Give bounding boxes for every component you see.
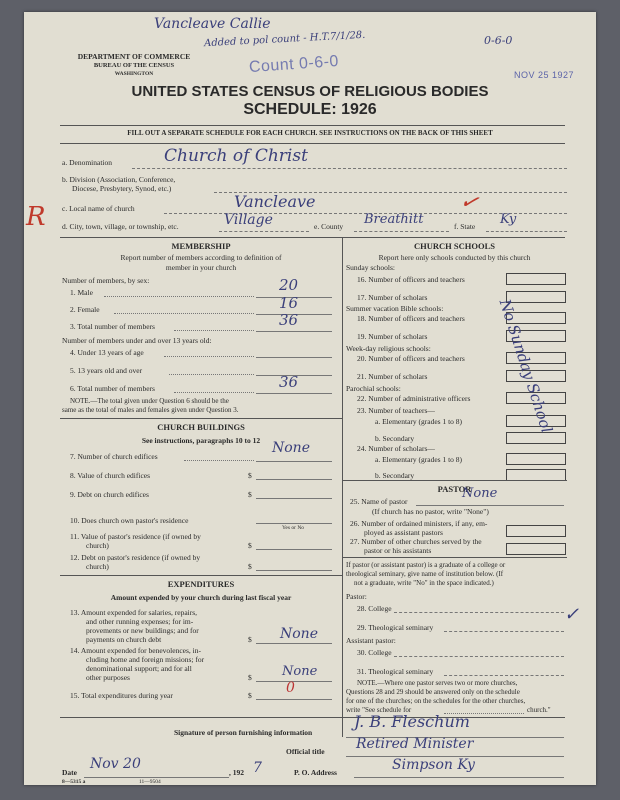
q15-dollar: $ (248, 691, 252, 700)
q6-leader (174, 392, 254, 393)
q30-label: 30. College (357, 648, 392, 657)
q3-line (256, 331, 332, 332)
assistant-label: Assistant pastor: (346, 636, 396, 645)
q27-label-2: pastor or his assistants (364, 546, 432, 555)
summer-label: Summer vacation Bible schools: (346, 304, 444, 313)
expenditures-border (60, 575, 342, 576)
q3-leader (174, 330, 254, 331)
sunday-label: Sunday schools: (346, 263, 395, 272)
q14-label-4: other purposes (86, 673, 130, 682)
buildings-heading: CHURCH BUILDINGS (157, 422, 245, 432)
q12-label-2: church) (86, 562, 109, 571)
q15-label: 15. Total expenditures during year (70, 691, 173, 700)
q6-label: 6. Total number of members (70, 384, 155, 393)
graduate-note-3: not a graduate, write "No" in the space indicated.) (354, 579, 494, 587)
q4-label: 4. Under 13 years of age (70, 348, 144, 357)
section-top-border (60, 237, 565, 238)
q26-label-1: 26. Number of ordained ministers, if any, em- (350, 519, 488, 528)
local-name-value: Vancleave (234, 192, 316, 211)
q19-label: 19. Number of scholars (357, 332, 428, 341)
corner-code: 0-6-0 (484, 34, 513, 47)
q5-leader (169, 374, 254, 375)
schedule-title: SCHEDULE: 1926 (243, 101, 377, 118)
q28-line (394, 612, 564, 613)
q13-value: None (280, 626, 318, 642)
q11-dollar: $ (248, 541, 252, 550)
state-label: f. State (454, 222, 476, 231)
section-bottom-border (60, 717, 565, 718)
q8-dollar: $ (248, 471, 252, 480)
count-stamp: Count 0-6-0 (248, 52, 340, 77)
pastor-heading: PASTOR (437, 484, 472, 494)
q15-line (256, 699, 332, 700)
red-r-mark: R (26, 202, 46, 232)
q16-label: 16. Number of officers and teachers (357, 275, 465, 284)
q9-label: 9. Debt on church edifices (70, 490, 149, 499)
q30-line (394, 656, 564, 657)
q4-line (256, 357, 332, 358)
local-name-label: c. Local name of church (62, 204, 135, 213)
q13-label-3: provements or new buildings; and for (86, 626, 199, 635)
q23b-box (506, 432, 566, 444)
form-number-2: 11—9504 (139, 779, 161, 785)
q27-box (506, 543, 566, 555)
county-value: Breathitt (364, 212, 424, 227)
age-label: Number of members under and over 13 years old: (62, 336, 212, 345)
q12-dollar: $ (248, 562, 252, 571)
q7-leader (184, 460, 254, 461)
q14-label-2: cluding home and foreign missions; for (86, 655, 205, 664)
year-value: 7 (253, 760, 262, 776)
q23-label: 23. Number of teachers— (357, 406, 435, 415)
q29-line (444, 631, 564, 632)
weekday-label: Week-day religious schools: (346, 344, 431, 353)
department-block (64, 52, 204, 79)
q8-label: 8. Value of church edifices (70, 471, 151, 480)
graduate-note-2: theological seminary, give name of institution below. (If (346, 570, 504, 578)
membership-note-2: same as the total of males and females given under Question 3. (62, 406, 239, 414)
county-line (354, 231, 449, 232)
parochial-label: Parochial schools: (346, 384, 401, 393)
q22-label: 22. Number of administrative officers (357, 394, 471, 403)
city-line (219, 231, 309, 232)
official-title-value: Retired Minister (356, 736, 474, 752)
form-title: UNITED STATES CENSUS OF RELIGIOUS BODIES (131, 83, 489, 100)
q4-leader (164, 356, 254, 357)
q3-value: 36 (279, 311, 299, 329)
q1-value: 20 (279, 276, 299, 294)
q13-dollar: $ (248, 635, 252, 644)
q11-label-2: church) (86, 541, 109, 550)
q14-value: None (282, 664, 318, 679)
q14-label-1: 14. Amount expended for benevolences, in- (70, 646, 202, 655)
q24-secondary-label: b. Secondary (375, 471, 415, 480)
schools-desc: Report here only schools conducted by this church (378, 253, 531, 262)
q7-line (256, 461, 332, 462)
date-value: Nov 20 (90, 756, 141, 772)
q7-label: 7. Number of church edifices (70, 452, 158, 461)
membership-desc-1: Report number of members according to definition of (120, 253, 282, 262)
q6-line (256, 393, 332, 394)
pastor-note-3: for one of the churches; on the schedules for the other churches, (346, 697, 526, 705)
pastor-note-2: Questions 28 and 29 should be answered only on the schedule (346, 688, 520, 696)
added-note: Added to pol count - H.T.7/1/28. (203, 29, 366, 50)
pastor-note-1: NOTE.—Where one pastor serves two or more churches, (357, 679, 518, 687)
q13-line (256, 643, 332, 644)
membership-desc-2: member in your church (165, 263, 237, 272)
pastor-note-4: write "See schedule for (346, 706, 412, 714)
q24a-box (506, 453, 566, 465)
q9-dollar: $ (248, 490, 252, 499)
pastor-note-5: church." (527, 706, 551, 714)
date-label: Date (62, 768, 77, 777)
q29-label: 29. Theological seminary (357, 623, 434, 632)
po-address-value: Simpson Ky (392, 757, 475, 773)
q24-label: 24. Number of scholars— (357, 444, 435, 453)
po-address-label: P. O. Address (294, 768, 337, 777)
expenditures-sub: Amount expended by your church during last fiscal year (110, 593, 292, 602)
q12-label-1: 12. Debt on pastor's residence (if owned by (70, 553, 201, 562)
signature-label: Signature of person furnishing information (174, 728, 313, 737)
graduate-border (342, 557, 567, 558)
q2-label: 2. Female (70, 305, 100, 314)
q21-label: 21. Number of scholars (357, 372, 428, 381)
q15-value: 0 (286, 680, 295, 696)
date-line (84, 777, 229, 778)
division-label-2: Diocese, Presbytery, Synod, etc.) (72, 184, 172, 193)
yes-no-hint: Yes or No (282, 525, 305, 531)
year-print: , 192 (229, 768, 244, 777)
q13-label-2: and other running expenses; for im- (86, 617, 194, 626)
q26-box (506, 525, 566, 537)
q26-label-2: ployed as assistant pastors (364, 528, 443, 537)
q13-label-1: 13. Amount expended for salaries, repairs, (70, 608, 198, 617)
q14-dollar: $ (248, 673, 252, 682)
denomination-value: Church of Christ (164, 146, 308, 166)
q16-box (506, 273, 566, 285)
graduate-note-1: If pastor (or assistant pastor) is a graduate of a college or (346, 561, 506, 569)
red-check-mark: ✓ (457, 188, 482, 217)
q25-note: (If church has no pastor, write "None") (372, 507, 489, 516)
q18-label: 18. Number of officers and teachers (357, 314, 465, 323)
q6-value: 36 (279, 373, 299, 391)
census-schedule-page (24, 12, 596, 785)
q7-value: None (272, 440, 310, 456)
q20-label: 20. Number of officers and teachers (357, 354, 465, 363)
q3-label: 3. Total number of members (70, 322, 155, 331)
q27-label-1: 27. Number of other churches served by the (350, 537, 482, 546)
state-line (486, 231, 567, 232)
q1-label: 1. Male (70, 288, 93, 297)
official-title-label: Official title (286, 747, 325, 756)
membership-heading: MEMBERSHIP (171, 241, 231, 251)
pastor-border (342, 480, 567, 481)
county-label: e. County (314, 222, 344, 231)
divider (60, 143, 565, 144)
expenditures-heading: EXPENDITURES (167, 579, 235, 589)
city-label: d. City, town, village, or township, etc. (62, 222, 179, 231)
denomination-line (132, 168, 567, 169)
q17-label: 17. Number of scholars (357, 293, 428, 302)
instructions-line: FILL OUT A SEPARATE SCHEDULE FOR EACH CHURCH. SEE INSTRUCTIONS ON THE BACK OF THIS SHEET (127, 129, 493, 137)
q13-label-4: payments on church debt (86, 635, 162, 644)
q1-leader (104, 296, 254, 297)
form-number: 8—5315 a (62, 779, 86, 785)
signature-value: J. B. Fleschum (354, 712, 470, 731)
no-sunday-school-note: No Sunday School (495, 296, 556, 436)
q17-box (506, 291, 566, 303)
top-handwritten-note: Vancleave Callie (154, 16, 271, 32)
q23-elementary-label: a. Elementary (grades 1 to 8) (375, 417, 463, 426)
q25-line (416, 505, 564, 506)
q2-leader (114, 313, 254, 314)
po-address-line (354, 777, 564, 778)
q23-secondary-label: b. Secondary (375, 434, 415, 443)
q8-line (256, 479, 332, 480)
q12-line (256, 570, 332, 571)
received-date-stamp: NOV 25 1927 (514, 70, 575, 80)
q2-value: 16 (279, 294, 299, 312)
dept-line-1: DEPARTMENT OF COMMERCE (77, 52, 191, 61)
q25-label: 25. Name of pastor (350, 497, 408, 506)
buildings-border (60, 418, 342, 419)
dept-line-3: WASHINGTON (114, 71, 154, 77)
city-value: Village (224, 212, 273, 228)
pastor-sub-label: Pastor: (346, 592, 367, 601)
q9-line (256, 498, 332, 499)
division-label: b. Division (Association, Conference, (62, 175, 176, 184)
q14-label-3: denominational support; and for all (86, 664, 192, 673)
q10-label: 10. Does church own pastor's residence (70, 516, 189, 525)
divider (60, 125, 565, 126)
q5-label: 5. 13 years old and over (70, 366, 143, 375)
state-value: Ky (500, 212, 517, 227)
q29-check: ✓ (564, 604, 580, 625)
q28-label: 28. College (357, 604, 392, 613)
membership-note-1: NOTE.—The total given under Question 6 should be the (70, 397, 229, 405)
by-sex-label: Number of members, by sex: (62, 276, 150, 285)
dept-line-2: BUREAU OF THE CENSUS (93, 62, 175, 69)
q24-elementary-label: a. Elementary (grades 1 to 8) (375, 455, 463, 464)
q11-line (256, 549, 332, 550)
q10-line (256, 523, 332, 524)
q11-label-1: 11. Value of pastor's residence (if owned by (70, 532, 201, 541)
buildings-sub: See instructions, paragraphs 10 to 12 (141, 436, 261, 445)
q31-label: 31. Theological seminary (357, 667, 434, 676)
q25-value: None (462, 486, 498, 501)
denomination-label: a. Denomination (62, 158, 112, 167)
q31-line (444, 675, 564, 676)
schools-heading: CHURCH SCHOOLS (414, 241, 495, 251)
